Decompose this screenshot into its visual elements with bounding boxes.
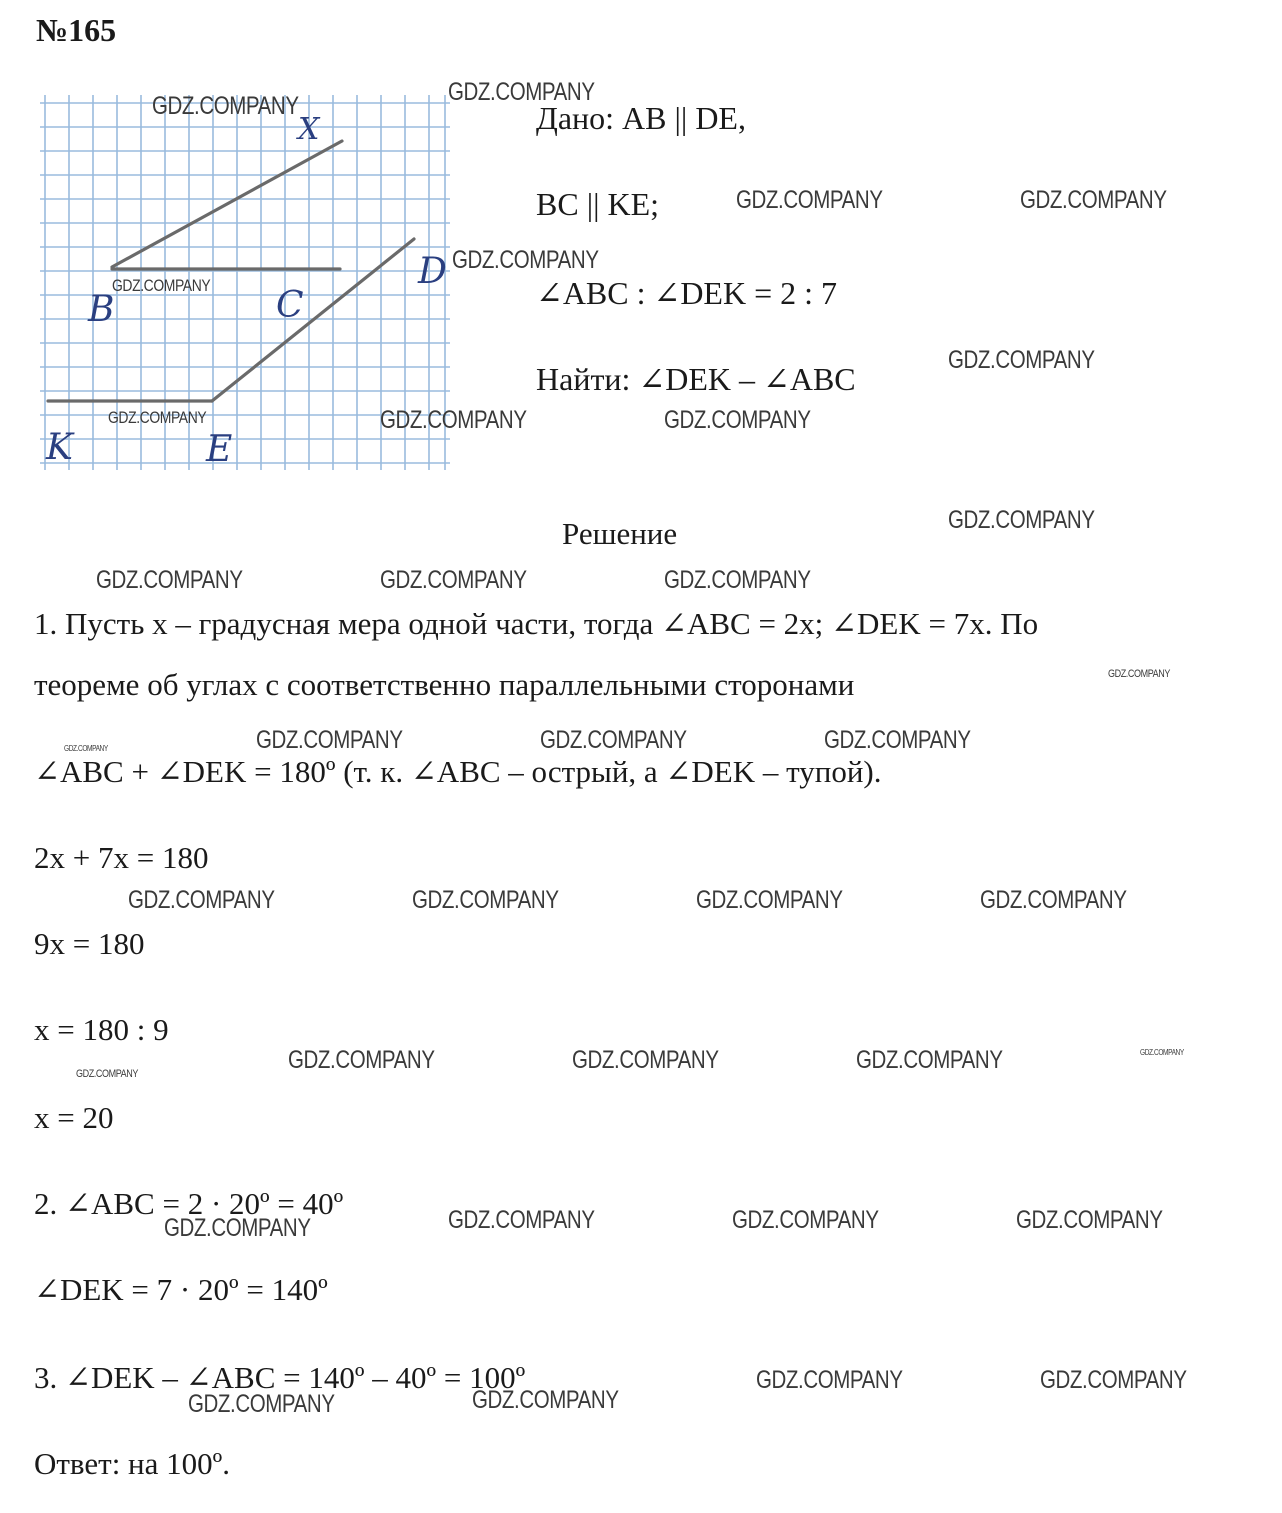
watermark: GDZ.COMPANY	[948, 506, 1095, 534]
line-ed	[212, 239, 414, 401]
watermark: GDZ.COMPANY	[664, 406, 811, 434]
answer: Ответ: на 100º.	[34, 1446, 231, 1481]
given-line-2: BC || KE;	[536, 186, 660, 222]
watermark: GDZ.COMPANY	[664, 566, 811, 594]
watermark: GDZ.COMPANY	[736, 186, 883, 214]
watermark: GDZ.COMPANY	[1108, 668, 1170, 680]
watermark: GDZ.COMPANY	[1040, 1366, 1187, 1394]
watermark: GDZ.COMPANY	[1140, 1048, 1184, 1057]
given-line-1: Дано: AB || DE,	[536, 100, 746, 136]
watermark: GDZ.COMPANY	[96, 566, 243, 594]
label-k: K	[46, 427, 73, 468]
watermark: GDZ.COMPANY	[380, 406, 527, 434]
watermark: GDZ.COMPANY	[540, 726, 687, 754]
watermark: GDZ.COMPANY	[856, 1046, 1003, 1074]
label-d: D	[418, 251, 447, 292]
label-b: B	[88, 289, 115, 330]
equation-2: 9x = 180	[34, 926, 145, 961]
watermark: GDZ.COMPANY	[256, 726, 403, 754]
watermark: GDZ.COMPANY	[112, 276, 211, 295]
label-e: E	[206, 429, 233, 470]
watermark: GDZ.COMPANY	[380, 566, 527, 594]
watermark: GDZ.COMPANY	[948, 346, 1095, 374]
watermark: GDZ.COMPANY	[152, 92, 299, 120]
given-line-3: ∠ABC : ∠DEK = 2 : 7	[536, 275, 838, 311]
watermark: GDZ.COMPANY	[732, 1206, 879, 1234]
equation-1: 2x + 7x = 180	[34, 840, 209, 875]
watermark: GDZ.COMPANY	[1016, 1206, 1163, 1234]
solution-p1-line2: теореме об углах с соответственно параллельными сторонами	[34, 667, 855, 702]
watermark: GDZ.COMPANY	[1020, 186, 1167, 214]
label-x: X	[298, 112, 320, 147]
problem-number: №165	[36, 12, 117, 48]
watermark: GDZ.COMPANY	[128, 886, 275, 914]
equation-4: x = 20	[34, 1100, 114, 1135]
step-2-dek: ∠DEK = 7 · 20º = 140º	[34, 1272, 328, 1307]
watermark: GDZ.COMPANY	[824, 726, 971, 754]
step-2-abc: 2. ∠ABC = 2 · 20º = 40º	[34, 1186, 344, 1221]
solution-p1-line3: ∠ABC + ∠DEK = 180º (т. к. ∠ABC – острый, а ∠DEK – тупой).	[34, 754, 882, 789]
watermark: GDZ.COMPANY	[188, 1390, 335, 1418]
watermark: GDZ.COMPANY	[452, 246, 599, 274]
watermark: GDZ.COMPANY	[164, 1214, 311, 1242]
equation-3: x = 180 : 9	[34, 1012, 169, 1047]
solution-heading: Решение	[562, 516, 678, 551]
watermark: GDZ.COMPANY	[76, 1068, 138, 1080]
label-c: C	[276, 285, 304, 326]
find-line: Найти: ∠DEK – ∠ABC	[536, 361, 856, 397]
watermark: GDZ.COMPANY	[412, 886, 559, 914]
solution-p1-line1: 1. Пусть x – градусная мера одной части, тогда ∠ABC = 2x; ∠DEK = 7x. По	[34, 606, 1039, 641]
watermark: GDZ.COMPANY	[980, 886, 1127, 914]
line-bx	[112, 141, 342, 267]
watermark: GDZ.COMPANY	[756, 1366, 903, 1394]
watermark: GDZ.COMPANY	[288, 1046, 435, 1074]
watermark: GDZ.COMPANY	[108, 408, 207, 427]
step-3: 3. ∠DEK – ∠ABC = 140º – 40º = 100º	[34, 1360, 526, 1395]
watermark: GDZ.COMPANY	[696, 886, 843, 914]
watermark: GDZ.COMPANY	[472, 1386, 619, 1414]
watermark: GDZ.COMPANY	[64, 744, 108, 753]
watermark: GDZ.COMPANY	[448, 1206, 595, 1234]
watermark: GDZ.COMPANY	[572, 1046, 719, 1074]
watermark: GDZ.COMPANY	[448, 78, 595, 106]
